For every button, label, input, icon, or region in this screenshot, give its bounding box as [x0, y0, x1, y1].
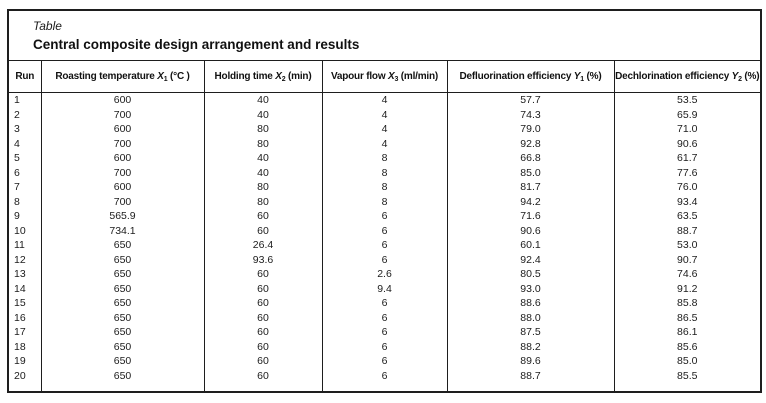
table-row — [9, 311, 760, 326]
empty-cell — [614, 383, 760, 391]
cell-defluorination-efficiency: 57.7 — [447, 93, 614, 108]
cell-defluorination-efficiency: 93.0 — [447, 282, 614, 297]
cell-defluorination-efficiency: 60.1 — [447, 238, 614, 253]
cell-defluorination-efficiency: 88.2 — [447, 340, 614, 355]
cell-run: 4 — [9, 137, 41, 152]
cell-roasting-temperature: 600 — [41, 180, 204, 195]
cell-holding-time: 40 — [204, 93, 322, 108]
cell-holding-time: 40 — [204, 151, 322, 166]
cell-run: 5 — [9, 151, 41, 166]
table-row — [9, 209, 760, 224]
table-title: Central composite design arrangement and results — [33, 37, 360, 52]
cell-dechlorination-efficiency: 91.2 — [677, 282, 698, 295]
cell-holding-time: 40 — [204, 166, 322, 181]
cell-dechlorination-efficiency: 90.7 — [677, 253, 698, 266]
col-header-dechlorination-efficiency: Dechlorination efficiency $Y_2$ (%) — [614, 61, 760, 93]
table-row — [9, 296, 760, 311]
cell-run: 16 — [9, 311, 41, 326]
cell-roasting-temperature: 650 — [41, 340, 204, 355]
cell-vapour-flow: 6 — [322, 296, 447, 311]
cell-roasting-temperature: 700 — [41, 137, 204, 152]
cell-holding-time: 60 — [204, 311, 322, 326]
cell-run: 3 — [9, 122, 41, 137]
table-header-row — [9, 61, 760, 93]
cell-defluorination-efficiency: 88.0 — [447, 311, 614, 326]
cell-dechlorination-efficiency: 85.6 — [677, 340, 698, 353]
cell-dechlorination-efficiency: 63.5 — [677, 210, 698, 222]
cell-vapour-flow: 2.6 — [322, 267, 447, 282]
cell-run: 20 — [9, 369, 41, 384]
cell-run: 8 — [9, 195, 41, 210]
cell-vapour-flow: 8 — [322, 180, 447, 195]
empty-cell — [204, 383, 322, 391]
cell-run: 7 — [9, 180, 41, 195]
cell-vapour-flow: 6 — [322, 325, 447, 340]
cell-dechlorination-efficiency: 90.6 — [677, 137, 698, 150]
empty-cell — [41, 383, 204, 391]
table-row — [9, 238, 760, 253]
cell-roasting-temperature: 565.9 — [41, 209, 204, 224]
col-header-vapour-flow: Vapour flow $X_3$ (ml/min) — [322, 61, 447, 93]
cell-holding-time: 60 — [204, 282, 322, 297]
table-row — [9, 282, 760, 297]
cell-dechlorination-efficiency: 61.7 — [677, 152, 698, 164]
col-header-roasting-temperature: Roasting temperature $X_1$ (°C ) — [41, 61, 204, 93]
cell-roasting-temperature: 650 — [41, 253, 204, 268]
cell-dechlorination-efficiency: 88.7 — [677, 224, 698, 237]
col-header-holding-time: Holding time $X_2$ (min) — [204, 61, 322, 93]
table-row — [9, 180, 760, 195]
cell-run: 10 — [9, 224, 41, 239]
cell-holding-time: 60 — [204, 354, 322, 369]
cell-run: 6 — [9, 166, 41, 181]
table-row — [9, 224, 760, 239]
cell-defluorination-efficiency: 92.4 — [447, 253, 614, 268]
cell-defluorination-efficiency: 81.7 — [447, 180, 614, 195]
cell-dechlorination-efficiency: 86.5 — [677, 311, 698, 324]
cell-defluorination-efficiency: 87.5 — [447, 325, 614, 340]
cell-vapour-flow: 6 — [322, 340, 447, 355]
cell-defluorination-efficiency: 66.8 — [447, 151, 614, 166]
cell-roasting-temperature: 700 — [41, 108, 204, 123]
cell-run: 2 — [9, 108, 41, 123]
cell-vapour-flow: 6 — [322, 311, 447, 326]
table-row — [9, 369, 760, 384]
cell-dechlorination-efficiency: 85.8 — [677, 297, 698, 309]
cell-holding-time: 80 — [204, 137, 322, 152]
cell-vapour-flow: 8 — [322, 195, 447, 210]
cell-defluorination-efficiency: 88.6 — [447, 296, 614, 311]
cell-run: 12 — [9, 253, 41, 268]
cell-run: 9 — [9, 209, 41, 224]
table-row — [9, 325, 760, 340]
cell-vapour-flow: 8 — [322, 151, 447, 166]
cell-holding-time: 26.4 — [204, 238, 322, 253]
cell-dechlorination-efficiency: 93.4 — [677, 195, 698, 208]
cell-roasting-temperature: 650 — [41, 282, 204, 297]
cell-vapour-flow: 6 — [322, 209, 447, 224]
cell-dechlorination-efficiency: 76.0 — [677, 181, 698, 193]
cell-defluorination-efficiency: 88.7 — [447, 369, 614, 384]
cell-roasting-temperature: 650 — [41, 369, 204, 384]
cell-dechlorination-efficiency: 85.0 — [677, 355, 698, 367]
cell-dechlorination-efficiency: 74.6 — [677, 268, 698, 280]
cell-defluorination-efficiency: 92.8 — [447, 137, 614, 152]
cell-vapour-flow: 6 — [322, 238, 447, 253]
cell-dechlorination-efficiency: 71.0 — [677, 123, 698, 135]
cell-roasting-temperature: 734.1 — [41, 224, 204, 239]
cell-run: 19 — [9, 354, 41, 369]
table-caption — [9, 11, 760, 58]
empty-cell — [322, 383, 447, 391]
empty-cell — [447, 383, 614, 391]
table-row — [9, 340, 760, 355]
table-row — [9, 122, 760, 137]
cell-defluorination-efficiency: 90.6 — [447, 224, 614, 239]
cell-holding-time: 40 — [204, 108, 322, 123]
cell-holding-time: 60 — [204, 325, 322, 340]
table-row — [9, 195, 760, 210]
cell-run: 17 — [9, 325, 41, 340]
empty-cell — [9, 383, 41, 391]
cell-run: 15 — [9, 296, 41, 311]
cell-defluorination-efficiency: 80.5 — [447, 267, 614, 282]
cell-run: 1 — [9, 93, 41, 108]
cell-holding-time: 80 — [204, 195, 322, 210]
cell-run: 18 — [9, 340, 41, 355]
cell-vapour-flow: 4 — [322, 93, 447, 108]
cell-defluorination-efficiency: 74.3 — [447, 108, 614, 123]
cell-vapour-flow: 6 — [322, 224, 447, 239]
table-row — [9, 108, 760, 123]
ccd-results-table — [9, 60, 760, 391]
table-row — [9, 267, 760, 282]
col-header-run: Run — [9, 61, 41, 93]
table-frame — [7, 9, 762, 393]
cell-vapour-flow: 4 — [322, 122, 447, 137]
cell-dechlorination-efficiency: 86.1 — [677, 326, 698, 338]
cell-holding-time: 93.6 — [204, 253, 322, 268]
cell-holding-time: 60 — [204, 340, 322, 355]
cell-holding-time: 60 — [204, 224, 322, 239]
col-header-defluorination-efficiency: Defluorination efficiency $Y_1$ (%) — [447, 61, 614, 93]
cell-defluorination-efficiency: 94.2 — [447, 195, 614, 210]
cell-roasting-temperature: 650 — [41, 296, 204, 311]
cell-holding-time: 80 — [204, 122, 322, 137]
cell-roasting-temperature: 650 — [41, 267, 204, 282]
cell-vapour-flow: 4 — [322, 108, 447, 123]
cell-dechlorination-efficiency: 65.9 — [677, 108, 698, 121]
table-label: Table — [33, 19, 62, 33]
cell-defluorination-efficiency: 85.0 — [447, 166, 614, 181]
cell-roasting-temperature: 600 — [41, 151, 204, 166]
cell-run: 11 — [9, 238, 41, 253]
cell-run: 14 — [9, 282, 41, 297]
cell-roasting-temperature: 700 — [41, 195, 204, 210]
cell-holding-time: 60 — [204, 296, 322, 311]
cell-defluorination-efficiency: 79.0 — [447, 122, 614, 137]
empty-grid-strip — [9, 383, 760, 391]
cell-roasting-temperature: 600 — [41, 122, 204, 137]
table-row — [9, 151, 760, 166]
cell-holding-time: 60 — [204, 267, 322, 282]
cell-roasting-temperature: 650 — [41, 325, 204, 340]
cell-run: 13 — [9, 267, 41, 282]
cell-defluorination-efficiency: 71.6 — [447, 209, 614, 224]
cell-roasting-temperature: 650 — [41, 238, 204, 253]
cell-vapour-flow: 8 — [322, 166, 447, 181]
table-row — [9, 93, 760, 108]
cell-roasting-temperature: 700 — [41, 166, 204, 181]
cell-roasting-temperature: 600 — [41, 93, 204, 108]
cell-vapour-flow: 6 — [322, 354, 447, 369]
table-row — [9, 354, 760, 369]
cell-vapour-flow: 4 — [322, 137, 447, 152]
cell-holding-time: 60 — [204, 209, 322, 224]
table-row — [9, 166, 760, 181]
cell-holding-time: 80 — [204, 180, 322, 195]
cell-vapour-flow: 6 — [322, 369, 447, 384]
table-row — [9, 137, 760, 152]
cell-holding-time: 60 — [204, 369, 322, 384]
cell-dechlorination-efficiency: 53.0 — [677, 239, 698, 251]
cell-dechlorination-efficiency: 77.6 — [677, 166, 698, 179]
cell-vapour-flow: 9.4 — [322, 282, 447, 297]
cell-vapour-flow: 6 — [322, 253, 447, 268]
cell-roasting-temperature: 650 — [41, 354, 204, 369]
table-row — [9, 253, 760, 268]
cell-roasting-temperature: 650 — [41, 311, 204, 326]
cell-dechlorination-efficiency: 53.5 — [677, 94, 698, 106]
cell-dechlorination-efficiency: 85.5 — [677, 369, 698, 382]
cell-defluorination-efficiency: 89.6 — [447, 354, 614, 369]
